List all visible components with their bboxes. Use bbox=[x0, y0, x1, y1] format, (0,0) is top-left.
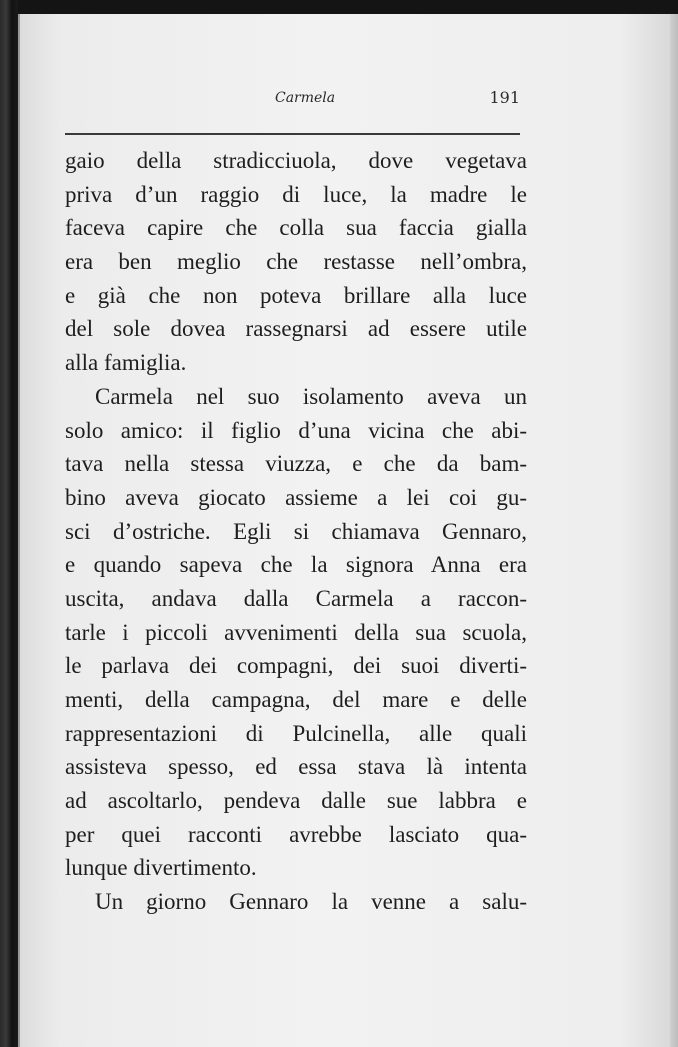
text-line: e quando sapeva che la signora Anna era bbox=[65, 552, 527, 578]
running-title: Carmela bbox=[275, 90, 336, 106]
text-line: rappresentazioni di Pulcinella, alle quali bbox=[65, 720, 527, 746]
text-line: alla famiglia. bbox=[65, 350, 187, 376]
text-line: del sole dovea rassegnarsi ad essere utile bbox=[65, 316, 527, 342]
text-line: gaio della stradicciuola, dove vegetava bbox=[65, 148, 527, 173]
text-line: menti, della campagna, del mare e delle bbox=[65, 687, 527, 712]
body-text bbox=[65, 144, 527, 919]
book-page bbox=[18, 14, 670, 1047]
text-line: tarle i piccoli avvenimenti della sua scuola, bbox=[65, 619, 527, 645]
text-line: faceva capire che colla sua faccia gialla bbox=[65, 215, 527, 241]
paragraph bbox=[65, 380, 527, 885]
text-line: solo amico: il figlio d’una vicina che abi- bbox=[65, 417, 527, 443]
text-line: era ben meglio che restasse nell’ombra, bbox=[65, 249, 527, 275]
text-line: ad ascoltarlo, pendeva dalle sue labbra e bbox=[65, 788, 527, 814]
text-line: bino aveva giocato assieme a lei coi gu- bbox=[65, 484, 527, 510]
text-line: tava nella stessa viuzza, e che da bam- bbox=[65, 451, 527, 477]
text-line: sci d’ostriche. Egli si chiamava Gennaro, bbox=[65, 518, 527, 544]
text-line: lunque divertimento. bbox=[65, 855, 257, 881]
paragraph bbox=[65, 885, 527, 919]
text-line: Carmela nel suo isolamento aveva un bbox=[95, 383, 527, 409]
page-number: 191 bbox=[489, 88, 520, 107]
text-line: uscita, andava dalla Carmela a raccon- bbox=[65, 585, 527, 611]
text-line: per quei racconti avrebbe lasciato qua- bbox=[65, 821, 527, 847]
scan-top-border bbox=[0, 0, 678, 14]
running-header bbox=[65, 90, 520, 130]
text-line: assisteva spesso, ed essa stava là intenta bbox=[65, 754, 527, 780]
book-spine-edge bbox=[0, 0, 18, 1047]
text-line: le parlava dei compagni, dei suoi diverti- bbox=[65, 653, 527, 679]
text-line: priva d’un raggio di luce, la madre le bbox=[65, 181, 527, 207]
paragraph bbox=[65, 144, 527, 380]
text-line: e già che non poteva brillare alla luce bbox=[65, 282, 527, 308]
text-line: Un giorno Gennaro la venne a salu- bbox=[95, 889, 527, 915]
page-right-edge bbox=[670, 14, 678, 1047]
header-rule bbox=[65, 133, 520, 135]
